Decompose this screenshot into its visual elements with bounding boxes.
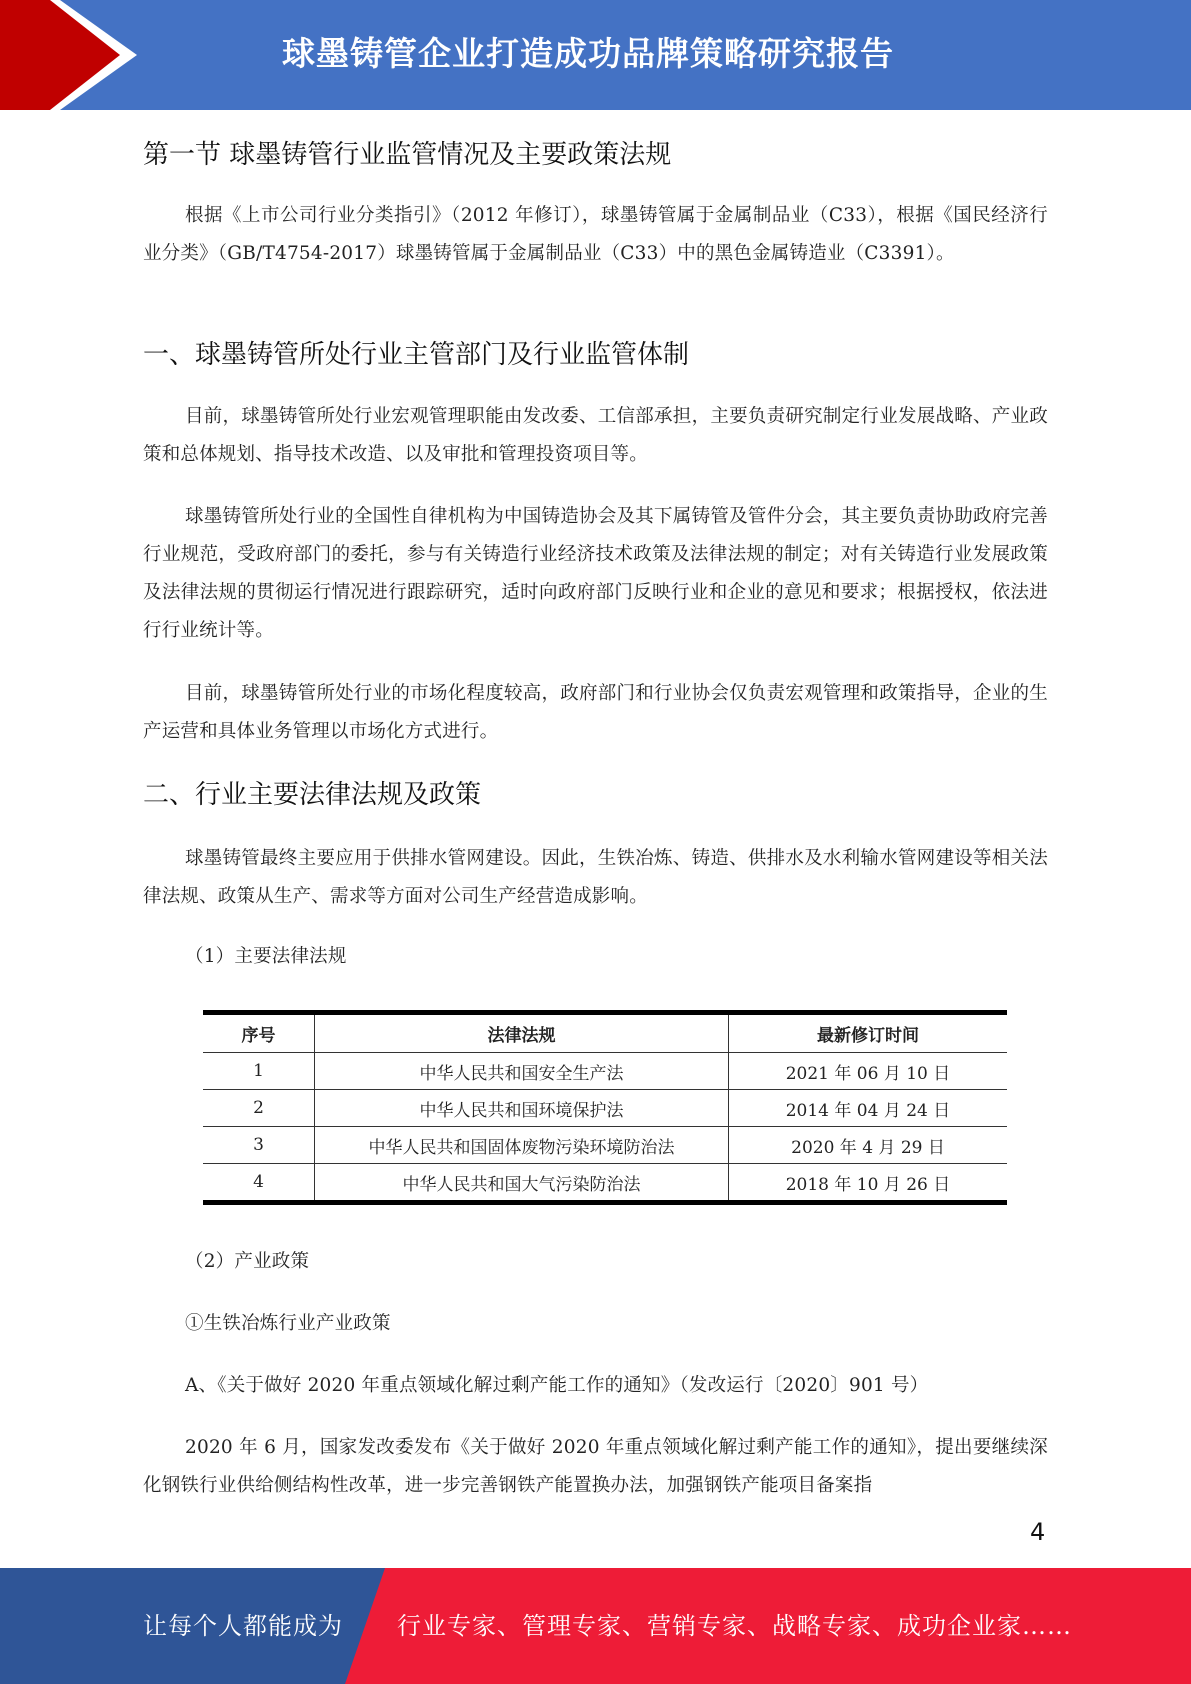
table-row (203, 1090, 1007, 1127)
report-header-banner (0, 0, 1191, 110)
cell-date: 2018 年 10 月 26 日 (785, 1174, 951, 1195)
policy-item-a-paragraph: 2020 年 6 月，国家发改委发布《关于做好 2020 年重点领域化解过剩产能工作的通知》，提出要继续深化钢铁行业供给侧结构性改革，进一步完善钢铁产能置换办法，加强钢铁产能项目备案指 (143, 1437, 1048, 1496)
page-number: 4 (1030, 1518, 1046, 1546)
section-1-paragraph-1: 目前，球墨铸管所处行业宏观管理职能由发改委、工信部承担，主要负责研究制定行业发展战略、产业政策和总体规划、指导技术改造、以及审批和管理投资项目等。 (143, 406, 1048, 465)
policy-category: ①生铁冶炼行业产业政策 (185, 1313, 391, 1334)
section-2-heading: 二、行业主要法律法规及政策 (143, 780, 482, 810)
cell-index: 3 (203, 1127, 315, 1164)
cell-date: 2014 年 04 月 24 日 (785, 1100, 951, 1121)
cell-law: 中华人民共和国安全生产法 (315, 1053, 729, 1090)
column-header-revision-date: 最新修订时间 (817, 1026, 919, 1046)
policy-subheading: （2）产业政策 (185, 1251, 310, 1272)
cell-date: 2020 年 4 月 29 日 (791, 1137, 945, 1158)
report-title: 球墨铸管企业打造成功品牌策略研究报告 (282, 34, 894, 73)
footer-slogan-right: 行业专家、管理专家、营销专家、战略专家、成功企业家…… (397, 1612, 1072, 1640)
section-2-paragraph-1: 球墨铸管最终主要应用于供排水管网建设。因此，生铁冶炼、铸造、供排水及水利输水管网建设等相关法律法规、政策从生产、需求等方面对公司生产经营造成影响。 (143, 848, 1048, 907)
section-1-paragraph-3: 目前，球墨铸管所处行业的市场化程度较高，政府部门和行业协会仅负责宏观管理和政策指导，企业的生产运营和具体业务管理以市场化方式进行。 (143, 683, 1048, 742)
column-header-law: 法律法规 (315, 1013, 729, 1053)
laws-subheading: （1）主要法律法规 (185, 946, 347, 967)
chapter-title: 第一节 球墨铸管行业监管情况及主要政策法规 (143, 140, 672, 170)
footer-banner (0, 1568, 1191, 1684)
section-1-heading: 一、球墨铸管所处行业主管部门及行业监管体制 (143, 340, 690, 370)
table-row (203, 1164, 1007, 1203)
cell-index: 4 (203, 1164, 315, 1203)
column-header-index: 序号 (203, 1013, 315, 1053)
cell-law: 中华人民共和国固体废物污染环境防治法 (315, 1127, 729, 1164)
cell-law: 中华人民共和国环境保护法 (315, 1090, 729, 1127)
table-header-row (203, 1013, 1007, 1053)
cell-index: 2 (203, 1090, 315, 1127)
arrow-decoration-icon (0, 0, 160, 110)
cell-index: 1 (203, 1053, 315, 1090)
cell-date: 2021 年 06 月 10 日 (785, 1063, 951, 1084)
section-1-paragraph-2: 球墨铸管所处行业的全国性自律机构为中国铸造协会及其下属铸管及管件分会，其主要负责协助政府完善行业规范，受政府部门的委托，参与有关铸造行业经济技术政策及法律法规的制定；对有关铸造行业发展政策及法律法规的贯彻运行情况进行跟踪研究，适时向政府部门反映行业和企业的意见和要求；根据授权，依法进行行业统计等。 (143, 506, 1048, 641)
cell-law: 中华人民共和国大气污染防治法 (315, 1164, 729, 1203)
table-row (203, 1053, 1007, 1090)
table-row (203, 1127, 1007, 1164)
intro-paragraph: 根据《上市公司行业分类指引》（2012 年修订），球墨铸管属于金属制品业（C33），根据《国民经济行业分类》（GB/T4754-2017）球墨铸管属于金属制品业（C33）中的黑色金属铸造业（C3391）。 (143, 205, 1048, 264)
policy-item-a-title: A、《关于做好 2020 年重点领域化解过剩产能工作的通知》（发改运行〔2020〕901 号） (185, 1375, 929, 1396)
laws-table (203, 1010, 1007, 1205)
footer-slogan-left: 让每个人都能成为 (143, 1612, 343, 1640)
